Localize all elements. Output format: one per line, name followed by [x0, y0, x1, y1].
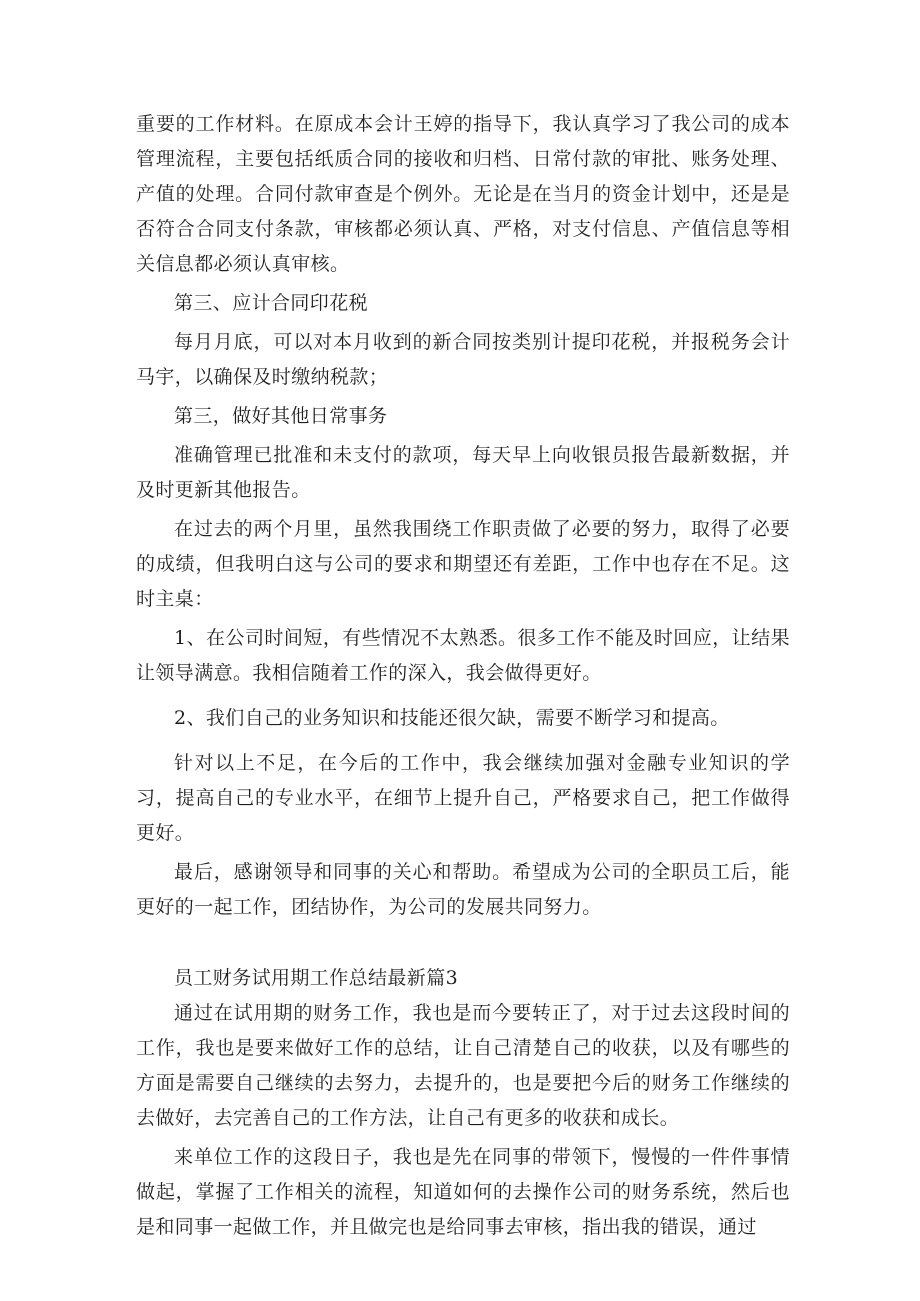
paragraph-past-two-months: 在过去的两个月里，虽然我围绕工作职责做了必要的努力，取得了必要的成绩，但我明白这与公司的要求和期望还有差距，工作中也存在不足。这时主桌：	[136, 518, 790, 610]
section-heading-stamp-duty: 第三、应计合同印花税	[174, 292, 369, 314]
section-heading-daily-affairs: 第三，做好其他日常事务	[174, 405, 388, 427]
article-title-part-3: 员工财务试用期工作总结最新篇3	[174, 967, 459, 989]
list-item-shortcoming-1: 1、在公司时间短，有些情况不太熟悉。很多工作不能及时回应，让结果让领导满意。我相信随着工作的深入，我会做得更好。	[136, 627, 790, 684]
paragraph-work-process: 来单位工作的这段日子，我也是先在同事的带领下，慢慢的一件件事情做起，掌握了工作相关的流程，知道如何的去操作公司的财务系统，然后也是和同事一起做工作，并且做完也是给同事去审核，指出我的错误，通过	[136, 1146, 790, 1238]
paragraph-thanks: 最后，感谢领导和同事的关心和帮助。希望成为公司的全职员工后，能更好的一起工作，团结协作，为公司的发展共同努力。	[136, 861, 790, 918]
paragraph-stamp-duty: 每月月底，可以对本月收到的新合同按类别计提印花税，并报税务会计马宇，以确保及时缴纳税款；	[136, 331, 790, 388]
paragraph-daily-affairs: 准确管理已批准和未支付的款项，每天早上向收银员报告最新数据，并及时更新其他报告。	[136, 444, 790, 501]
document-body	[136, 107, 790, 1245]
paragraph-probation-summary: 通过在试用期的财务工作，我也是而今要转正了，对于过去这段时间的工作，我也是要来做好工作的总结，让自己清楚自己的收获，以及有哪些的方面是需要自己继续的去努力，去提升的，也是要把今后的财务工作继续的去做好，去完善自己的工作方法，让自己有更多的收获和成长。	[136, 1002, 790, 1129]
paragraph-cost-management: 重要的工作材料。在原成本会计王婷的指导下，我认真学习了我公司的成本管理流程，主要包括纸质合同的接收和归档、日常付款的审批、账务处理、产值的处理。合同付款审查是个例外。无论是在当月的资金计划中，还是是否符合合同支付条款，审核都必须认真、严格，对支付信息、产值信息等相关信息都必须认真审核。	[136, 113, 790, 275]
list-item-shortcoming-2: 2、我们自己的业务知识和技能还很欠缺，需要不断学习和提高。	[174, 707, 730, 729]
paragraph-improvement: 针对以上不足，在今后的工作中，我会继续加强对金融专业知识的学习，提高自己的专业水平，在细节上提升自己，严格要求自己，把工作做得更好。	[136, 752, 790, 844]
